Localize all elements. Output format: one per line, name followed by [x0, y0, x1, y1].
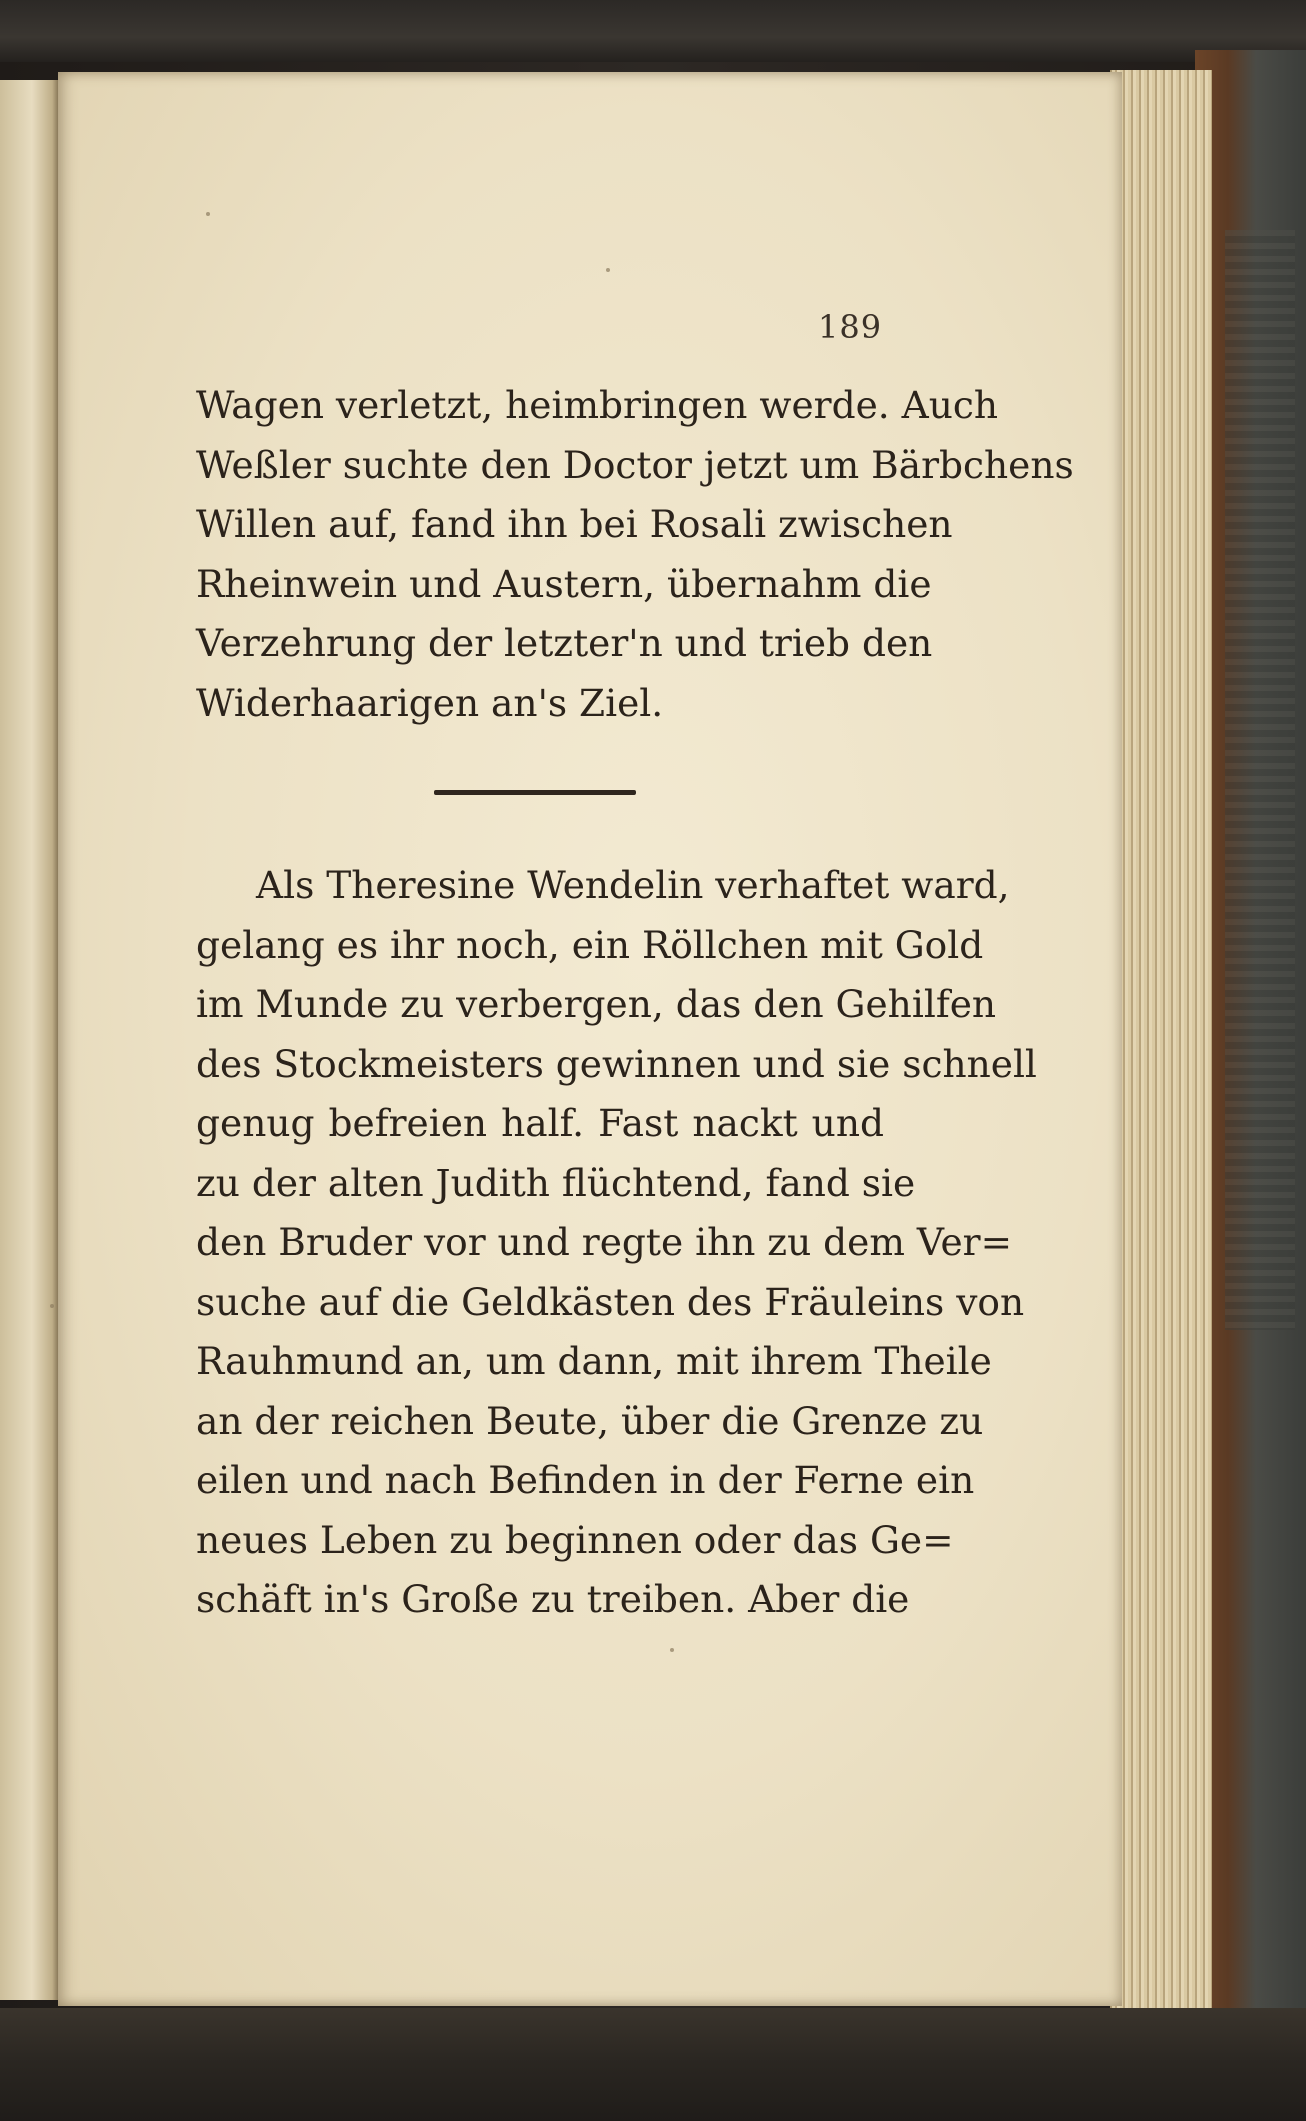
facing-page-edge	[0, 80, 58, 2000]
text-line: eilen und nach Befinden in der Ferne ein	[196, 1458, 975, 1502]
text-line: Rheinwein und Austern, übernahm die	[196, 561, 932, 606]
paper-speck	[670, 1648, 674, 1652]
paper-speck	[206, 212, 210, 216]
text-line: den Bruder vor und regte ihn zu dem Ver=	[196, 1220, 1012, 1264]
text-line: suche auf die Geldkästen des Fräuleins von	[196, 1279, 1025, 1324]
page-number: 189	[818, 308, 883, 346]
page-edges	[1110, 70, 1212, 2010]
paragraph-continued	[196, 376, 1074, 733]
text-line: Wagen verletzt, heimbringen werde. Auch	[196, 383, 999, 427]
text-line: Rauhmund an, um dann, mit ihrem Theile	[196, 1339, 992, 1383]
text-line: genug befreien half. Fast nackt und	[196, 1101, 884, 1145]
scanner-bottom-edge	[0, 2008, 1306, 2121]
paper-speck	[606, 268, 610, 272]
section-separator-rule	[434, 790, 636, 795]
scanner-top-edge	[0, 0, 1306, 62]
text-line: des Stockmeisters gewinnen und sie schnell	[196, 1041, 1037, 1086]
text-line: schäft in's Große zu treiben. Aber die	[196, 1577, 910, 1621]
text-line: an der reichen Beute, über die Grenze zu	[196, 1398, 984, 1443]
text-line: Weßler suchte den Doctor jetzt um Bärbchens	[196, 442, 1074, 487]
text-line: Widerhaarigen an's Ziel.	[196, 680, 664, 725]
text-line: zu der alten Judith flüchtend, fand sie	[196, 1160, 916, 1205]
text-line: Willen auf, fand ihn bei Rosali zwischen	[196, 502, 953, 546]
text-line: neues Leben zu beginnen oder das Ge=	[196, 1517, 954, 1562]
text-line: im Munde zu verbergen, das den Gehilfen	[196, 982, 997, 1026]
text-line: Verzehrung der letzter'n und trieb den	[196, 621, 933, 665]
text-line: gelang es ihr noch, ein Röllchen mit Gold	[196, 922, 984, 967]
paragraph-new-section	[196, 856, 1037, 1630]
paper-speck	[50, 1304, 54, 1308]
text-line: Als Theresine Wendelin verhaftet ward,	[256, 863, 1010, 907]
